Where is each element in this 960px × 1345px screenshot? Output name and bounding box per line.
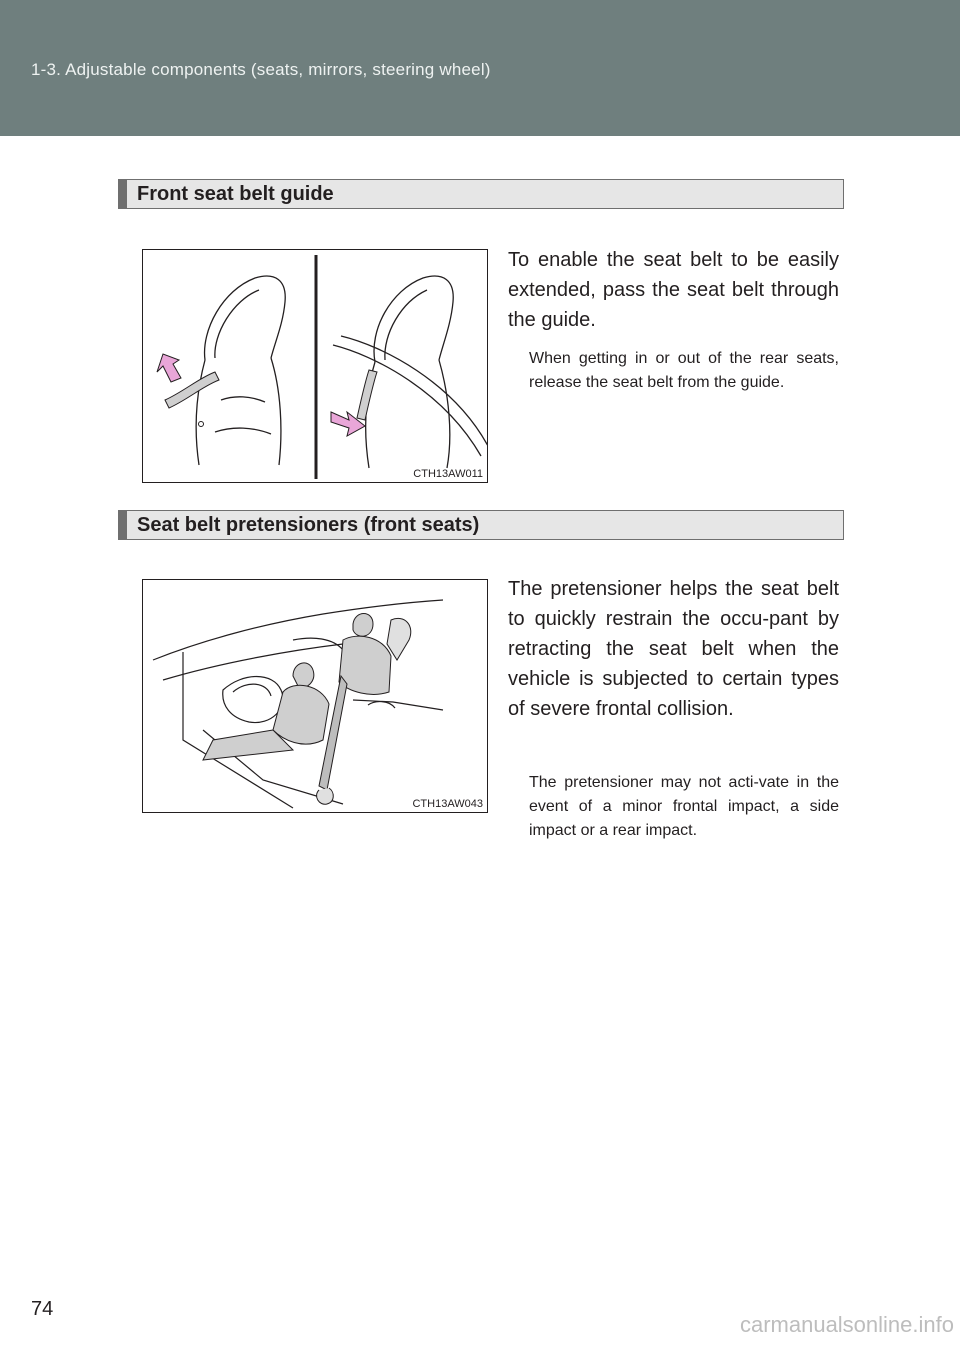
pretensioner-drawing (143, 580, 488, 813)
heading-bar (119, 180, 127, 208)
seat-belt-guide-illustration (142, 249, 488, 483)
heading-bar (119, 511, 127, 539)
figure-code: CTH13AW043 (412, 798, 483, 810)
page-number: 74 (31, 1298, 54, 1320)
header-band (0, 0, 960, 136)
seat-belt-guide-drawing (143, 250, 488, 483)
pretensioner-illustration (142, 579, 488, 813)
pretensioner-body: The pretensioner helps the seat belt to quickly restrain the occu-pant by retracting the seat belt when the vehicle is subjected to certain types of severe frontal collision. (508, 578, 839, 720)
pretensioner-note: The pretensioner may not acti-vate in the event of a minor frontal impact, a side impact or a rear impact. (529, 774, 839, 839)
figure-code: CTH13AW011 (413, 468, 483, 480)
section-heading-seat-belt-guide (118, 179, 844, 209)
section-heading-pretensioners (118, 510, 844, 540)
section-heading-label: Seat belt pretensioners (front seats) (137, 514, 480, 536)
chapter-title: 1-3. Adjustable components (seats, mirrors, steering wheel) (31, 60, 491, 79)
seat-belt-guide-note: When getting in or out of the rear seats, release the seat belt from the guide. (529, 350, 839, 391)
seat-belt-guide-body: To enable the seat belt to be easily extended, pass the seat belt through the guide. (508, 249, 839, 331)
watermark: carmanualsonline.info (739, 1312, 954, 1337)
section-heading-label: Front seat belt guide (137, 183, 334, 205)
